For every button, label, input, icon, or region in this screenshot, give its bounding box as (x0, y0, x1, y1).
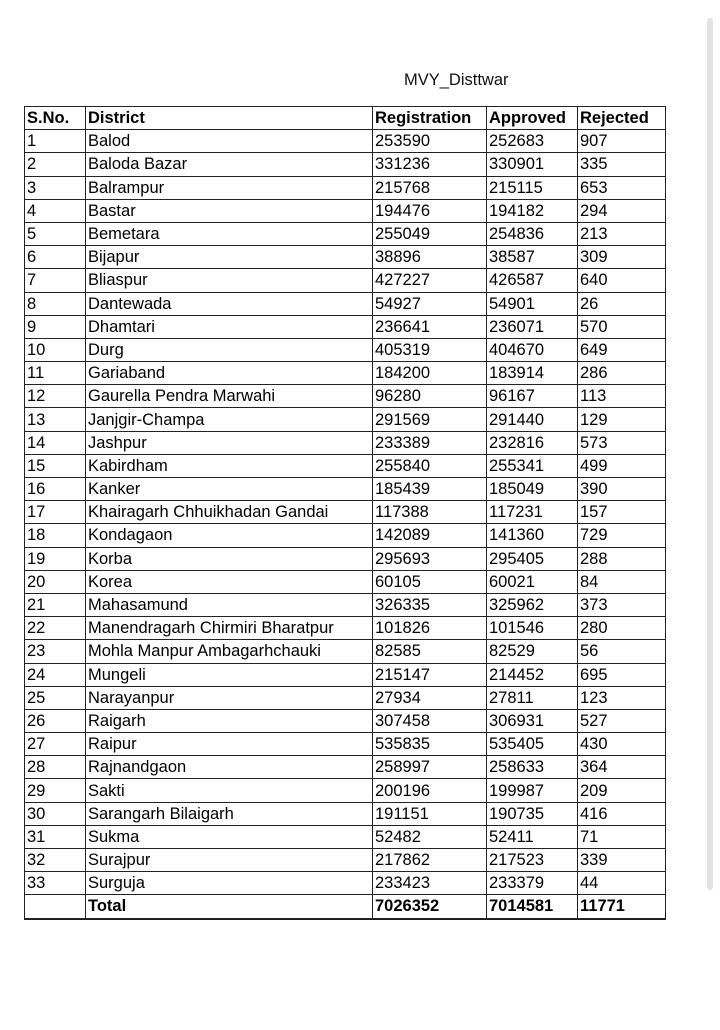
cell-approved: 27811 (487, 686, 578, 709)
cell-rejected: 213 (578, 222, 666, 245)
table-row (25, 454, 666, 477)
table-row (25, 153, 666, 176)
cell-registration: 233389 (373, 431, 487, 454)
cell-rejected: 129 (578, 408, 666, 431)
cell-registration: 326335 (373, 593, 487, 616)
cell-registration: 96280 (373, 385, 487, 408)
cell-sno: 9 (25, 315, 86, 338)
cell-sno: 21 (25, 593, 86, 616)
cell-district: Manendragarh Chirmiri Bharatpur (86, 617, 373, 640)
cell-rejected: 84 (578, 570, 666, 593)
cell-rejected: 113 (578, 385, 666, 408)
cell-sno: 10 (25, 338, 86, 361)
cell-registration: 233423 (373, 872, 487, 895)
cell-district: Kabirdham (86, 454, 373, 477)
cell-rejected: 527 (578, 709, 666, 732)
header-district: District (86, 107, 373, 130)
total-registration: 7026352 (373, 895, 487, 919)
table-row (25, 825, 666, 848)
cell-sno: 18 (25, 524, 86, 547)
cell-rejected: 640 (578, 269, 666, 292)
cell-district: Bijapur (86, 246, 373, 269)
cell-district: Durg (86, 338, 373, 361)
table-row (25, 593, 666, 616)
cell-approved: 295405 (487, 547, 578, 570)
cell-approved: 535405 (487, 733, 578, 756)
cell-approved: 199987 (487, 779, 578, 802)
header-sno: S.No. (25, 107, 86, 130)
table-row (25, 779, 666, 802)
cell-district: Bastar (86, 199, 373, 222)
cell-district: Kondagaon (86, 524, 373, 547)
cell-approved: 183914 (487, 362, 578, 385)
cell-registration: 200196 (373, 779, 487, 802)
cell-approved: 252683 (487, 130, 578, 153)
cell-rejected: 907 (578, 130, 666, 153)
cell-registration: 535835 (373, 733, 487, 756)
cell-registration: 405319 (373, 338, 487, 361)
cell-approved: 255341 (487, 454, 578, 477)
cell-registration: 295693 (373, 547, 487, 570)
table-row (25, 756, 666, 779)
cell-district: Gariaband (86, 362, 373, 385)
cell-registration: 54927 (373, 292, 487, 315)
header-approved: Approved (487, 107, 578, 130)
cell-approved: 215115 (487, 176, 578, 199)
cell-sno: 14 (25, 431, 86, 454)
total-approved: 7014581 (487, 895, 578, 919)
cell-approved: 233379 (487, 872, 578, 895)
cell-rejected: 573 (578, 431, 666, 454)
cell-rejected: 71 (578, 825, 666, 848)
cell-district: Bliaspur (86, 269, 373, 292)
table-row (25, 663, 666, 686)
cell-registration: 52482 (373, 825, 487, 848)
cell-rejected: 729 (578, 524, 666, 547)
table-row (25, 570, 666, 593)
cell-sno: 28 (25, 756, 86, 779)
cell-district: Bemetara (86, 222, 373, 245)
table-row (25, 617, 666, 640)
table-row (25, 269, 666, 292)
table-row (25, 802, 666, 825)
cell-registration: 215768 (373, 176, 487, 199)
cell-rejected: 294 (578, 199, 666, 222)
table-row (25, 362, 666, 385)
cell-district: Dhamtari (86, 315, 373, 338)
cell-approved: 217523 (487, 849, 578, 872)
total-sno-cell (25, 895, 86, 919)
cell-sno: 24 (25, 663, 86, 686)
cell-registration: 142089 (373, 524, 487, 547)
cell-sno: 12 (25, 385, 86, 408)
cell-registration: 217862 (373, 849, 487, 872)
cell-rejected: 499 (578, 454, 666, 477)
cell-approved: 426587 (487, 269, 578, 292)
table-row (25, 501, 666, 524)
cell-approved: 52411 (487, 825, 578, 848)
cell-district: Sakti (86, 779, 373, 802)
cell-sno: 31 (25, 825, 86, 848)
cell-rejected: 364 (578, 756, 666, 779)
cell-approved: 117231 (487, 501, 578, 524)
table-row (25, 524, 666, 547)
cell-district: Khairagarh Chhuikhadan Gandai (86, 501, 373, 524)
cell-approved: 214452 (487, 663, 578, 686)
cell-sno: 16 (25, 478, 86, 501)
table-row (25, 733, 666, 756)
table-row (25, 222, 666, 245)
cell-approved: 141360 (487, 524, 578, 547)
cell-sno: 30 (25, 802, 86, 825)
cell-sno: 5 (25, 222, 86, 245)
table-row (25, 709, 666, 732)
table-row (25, 431, 666, 454)
total-rejected: 11771 (578, 895, 666, 919)
cell-registration: 307458 (373, 709, 487, 732)
cell-district: Korea (86, 570, 373, 593)
cell-rejected: 280 (578, 617, 666, 640)
cell-district: Baloda Bazar (86, 153, 373, 176)
cell-district: Balrampur (86, 176, 373, 199)
table-row (25, 849, 666, 872)
table-row (25, 385, 666, 408)
cell-sno: 33 (25, 872, 86, 895)
cell-approved: 194182 (487, 199, 578, 222)
cell-district: Surguja (86, 872, 373, 895)
cell-sno: 3 (25, 176, 86, 199)
total-row (25, 895, 666, 919)
table-row (25, 408, 666, 431)
cell-rejected: 26 (578, 292, 666, 315)
cell-approved: 258633 (487, 756, 578, 779)
cell-approved: 96167 (487, 385, 578, 408)
cell-registration: 184200 (373, 362, 487, 385)
cell-rejected: 288 (578, 547, 666, 570)
cell-approved: 82529 (487, 640, 578, 663)
cell-sno: 8 (25, 292, 86, 315)
cell-sno: 1 (25, 130, 86, 153)
table-row (25, 686, 666, 709)
header-registration: Registration (373, 107, 487, 130)
cell-registration: 60105 (373, 570, 487, 593)
cell-sno: 15 (25, 454, 86, 477)
total-label: Total (86, 895, 373, 919)
cell-rejected: 390 (578, 478, 666, 501)
sheet-title: MVY_Disttwar (404, 71, 509, 89)
cell-district: Mahasamund (86, 593, 373, 616)
cell-registration: 258997 (373, 756, 487, 779)
cell-sno: 13 (25, 408, 86, 431)
cell-district: Janjgir-Champa (86, 408, 373, 431)
cell-sno: 22 (25, 617, 86, 640)
cell-district: Surajpur (86, 849, 373, 872)
cell-approved: 60021 (487, 570, 578, 593)
cell-district: Sukma (86, 825, 373, 848)
cell-rejected: 209 (578, 779, 666, 802)
cell-registration: 331236 (373, 153, 487, 176)
cell-approved: 254836 (487, 222, 578, 245)
cell-rejected: 570 (578, 315, 666, 338)
cell-district: Raigarh (86, 709, 373, 732)
cell-sno: 17 (25, 501, 86, 524)
scrollbar[interactable] (707, 18, 713, 890)
table-row (25, 130, 666, 153)
cell-registration: 38896 (373, 246, 487, 269)
table-row (25, 872, 666, 895)
header-row (25, 107, 666, 130)
header-rejected: Rejected (578, 107, 666, 130)
cell-sno: 7 (25, 269, 86, 292)
cell-sno: 6 (25, 246, 86, 269)
cell-district: Mungeli (86, 663, 373, 686)
cell-rejected: 44 (578, 872, 666, 895)
cell-registration: 82585 (373, 640, 487, 663)
cell-registration: 191151 (373, 802, 487, 825)
cell-approved: 404670 (487, 338, 578, 361)
cell-sno: 20 (25, 570, 86, 593)
cell-district: Dantewada (86, 292, 373, 315)
table-row (25, 246, 666, 269)
cell-rejected: 309 (578, 246, 666, 269)
cell-registration: 185439 (373, 478, 487, 501)
cell-approved: 190735 (487, 802, 578, 825)
cell-district: Korba (86, 547, 373, 570)
table-row (25, 640, 666, 663)
cell-rejected: 430 (578, 733, 666, 756)
cell-rejected: 695 (578, 663, 666, 686)
cell-registration: 215147 (373, 663, 487, 686)
cell-registration: 255840 (373, 454, 487, 477)
table-row (25, 292, 666, 315)
table-row (25, 338, 666, 361)
cell-registration: 194476 (373, 199, 487, 222)
cell-registration: 427227 (373, 269, 487, 292)
cell-district: Sarangarh Bilaigarh (86, 802, 373, 825)
cell-registration: 117388 (373, 501, 487, 524)
cell-sno: 2 (25, 153, 86, 176)
cell-approved: 185049 (487, 478, 578, 501)
cell-district: Jashpur (86, 431, 373, 454)
district-table (24, 106, 666, 920)
cell-sno: 23 (25, 640, 86, 663)
cell-registration: 101826 (373, 617, 487, 640)
table-row (25, 315, 666, 338)
cell-approved: 38587 (487, 246, 578, 269)
cell-registration: 255049 (373, 222, 487, 245)
cell-rejected: 335 (578, 153, 666, 176)
cell-district: Raipur (86, 733, 373, 756)
cell-rejected: 653 (578, 176, 666, 199)
cell-rejected: 373 (578, 593, 666, 616)
cell-district: Balod (86, 130, 373, 153)
cell-approved: 54901 (487, 292, 578, 315)
cell-sno: 32 (25, 849, 86, 872)
cell-approved: 236071 (487, 315, 578, 338)
cell-approved: 330901 (487, 153, 578, 176)
cell-sno: 11 (25, 362, 86, 385)
cell-rejected: 649 (578, 338, 666, 361)
cell-district: Gaurella Pendra Marwahi (86, 385, 373, 408)
table-row (25, 478, 666, 501)
cell-approved: 325962 (487, 593, 578, 616)
cell-sno: 4 (25, 199, 86, 222)
table-row (25, 199, 666, 222)
cell-rejected: 123 (578, 686, 666, 709)
cell-district: Kanker (86, 478, 373, 501)
cell-sno: 26 (25, 709, 86, 732)
cell-registration: 253590 (373, 130, 487, 153)
cell-sno: 25 (25, 686, 86, 709)
cell-sno: 29 (25, 779, 86, 802)
cell-approved: 101546 (487, 617, 578, 640)
cell-district: Rajnandgaon (86, 756, 373, 779)
cell-rejected: 416 (578, 802, 666, 825)
table-row (25, 547, 666, 570)
cell-rejected: 286 (578, 362, 666, 385)
cell-sno: 27 (25, 733, 86, 756)
cell-registration: 236641 (373, 315, 487, 338)
cell-rejected: 56 (578, 640, 666, 663)
cell-approved: 306931 (487, 709, 578, 732)
table-row (25, 176, 666, 199)
cell-district: Narayanpur (86, 686, 373, 709)
cell-rejected: 157 (578, 501, 666, 524)
cell-registration: 27934 (373, 686, 487, 709)
cell-registration: 291569 (373, 408, 487, 431)
cell-rejected: 339 (578, 849, 666, 872)
cell-approved: 232816 (487, 431, 578, 454)
cell-sno: 19 (25, 547, 86, 570)
cell-approved: 291440 (487, 408, 578, 431)
cell-district: Mohla Manpur Ambagarhchauki (86, 640, 373, 663)
